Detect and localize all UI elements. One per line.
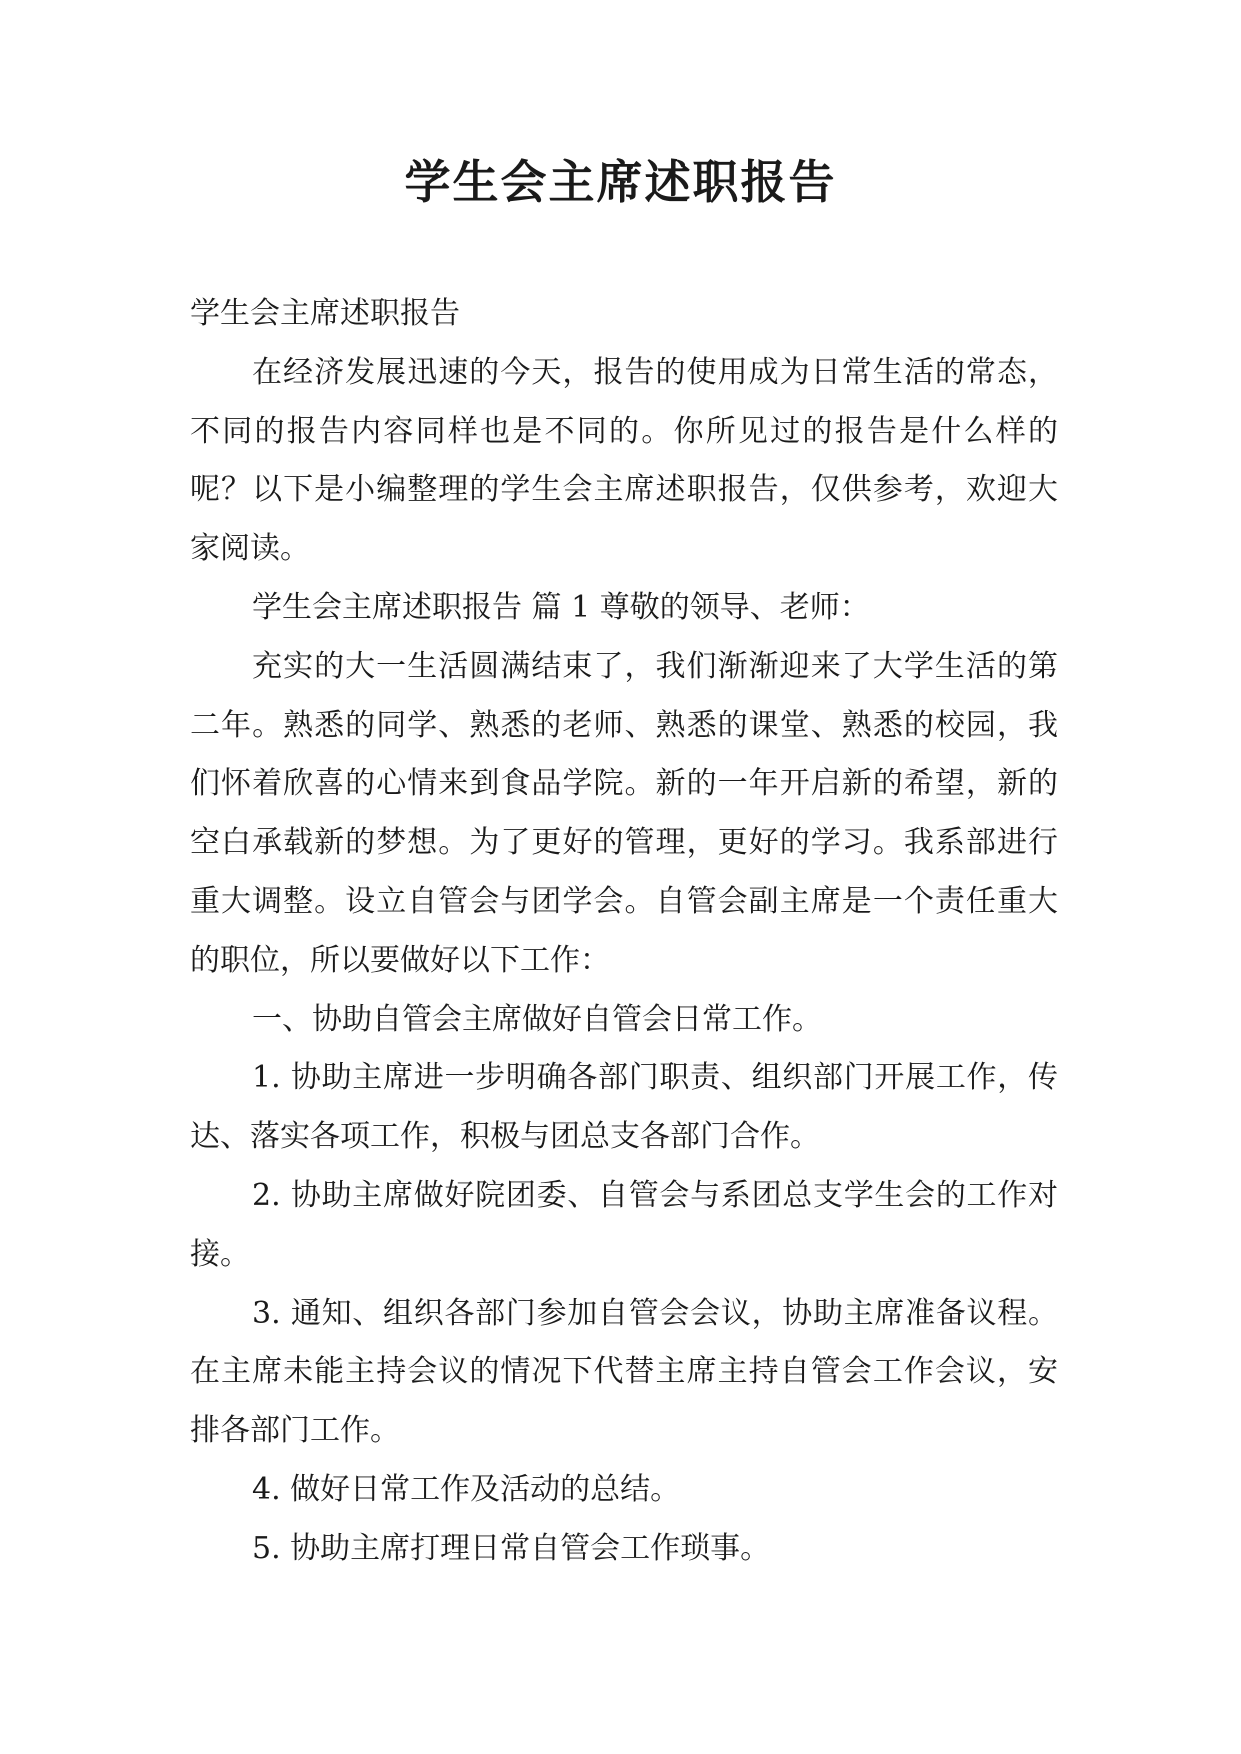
body-paragraph: 1. 协助主席进一步明确各部门职责、组织部门开展工作，传达、落实各项工作，积极与团总支各部门合作。	[190, 1060, 1058, 1155]
body-paragraph: 一、协助自管会主席做好自管会日常工作。	[252, 1001, 822, 1037]
document-title: 学生会主席述职报告	[404, 155, 837, 209]
body-paragraph: 5. 协助主席打理日常自管会工作琐事。	[252, 1530, 771, 1566]
body-paragraph: 3. 通知、组织各部门参加自管会会议，协助主席准备议程。在主席未能主持会议的情况下代替主席主持自管会工作会议，安排各部门工作。	[190, 1295, 1058, 1449]
body-paragraph: 4. 做好日常工作及活动的总结。	[252, 1471, 681, 1507]
body-paragraph: 学生会主席述职报告	[190, 296, 460, 331]
body-paragraph: 充实的大一生活圆满结束了，我们渐渐迎来了大学生活的第二年。熟悉的同学、熟悉的老师、熟悉的课堂、熟悉的校园，我们怀着欣喜的心情来到食品学院。新的一年开启新的希望，新的空白承载新的梦想。为了更好的管理，更好的学习。我系部进行重大调整。设立自管会与团学会。自管会副主席是一个责任重大的职位，所以要做好以下工作：	[190, 648, 1058, 978]
body-paragraph: 学生会主席述职报告 篇 1 尊敬的领导、老师：	[252, 589, 870, 625]
document-body	[190, 285, 1058, 1579]
body-paragraph: 2. 协助主席做好院团委、自管会与系团总支学生会的工作对接。	[190, 1177, 1058, 1272]
body-paragraph: 在经济发展迅速的今天，报告的使用成为日常生活的常态，不同的报告内容同样也是不同的。你所见过的报告是什么样的呢？以下是小编整理的学生会主席述职报告，仅供参考，欢迎大家阅读。	[190, 354, 1058, 567]
